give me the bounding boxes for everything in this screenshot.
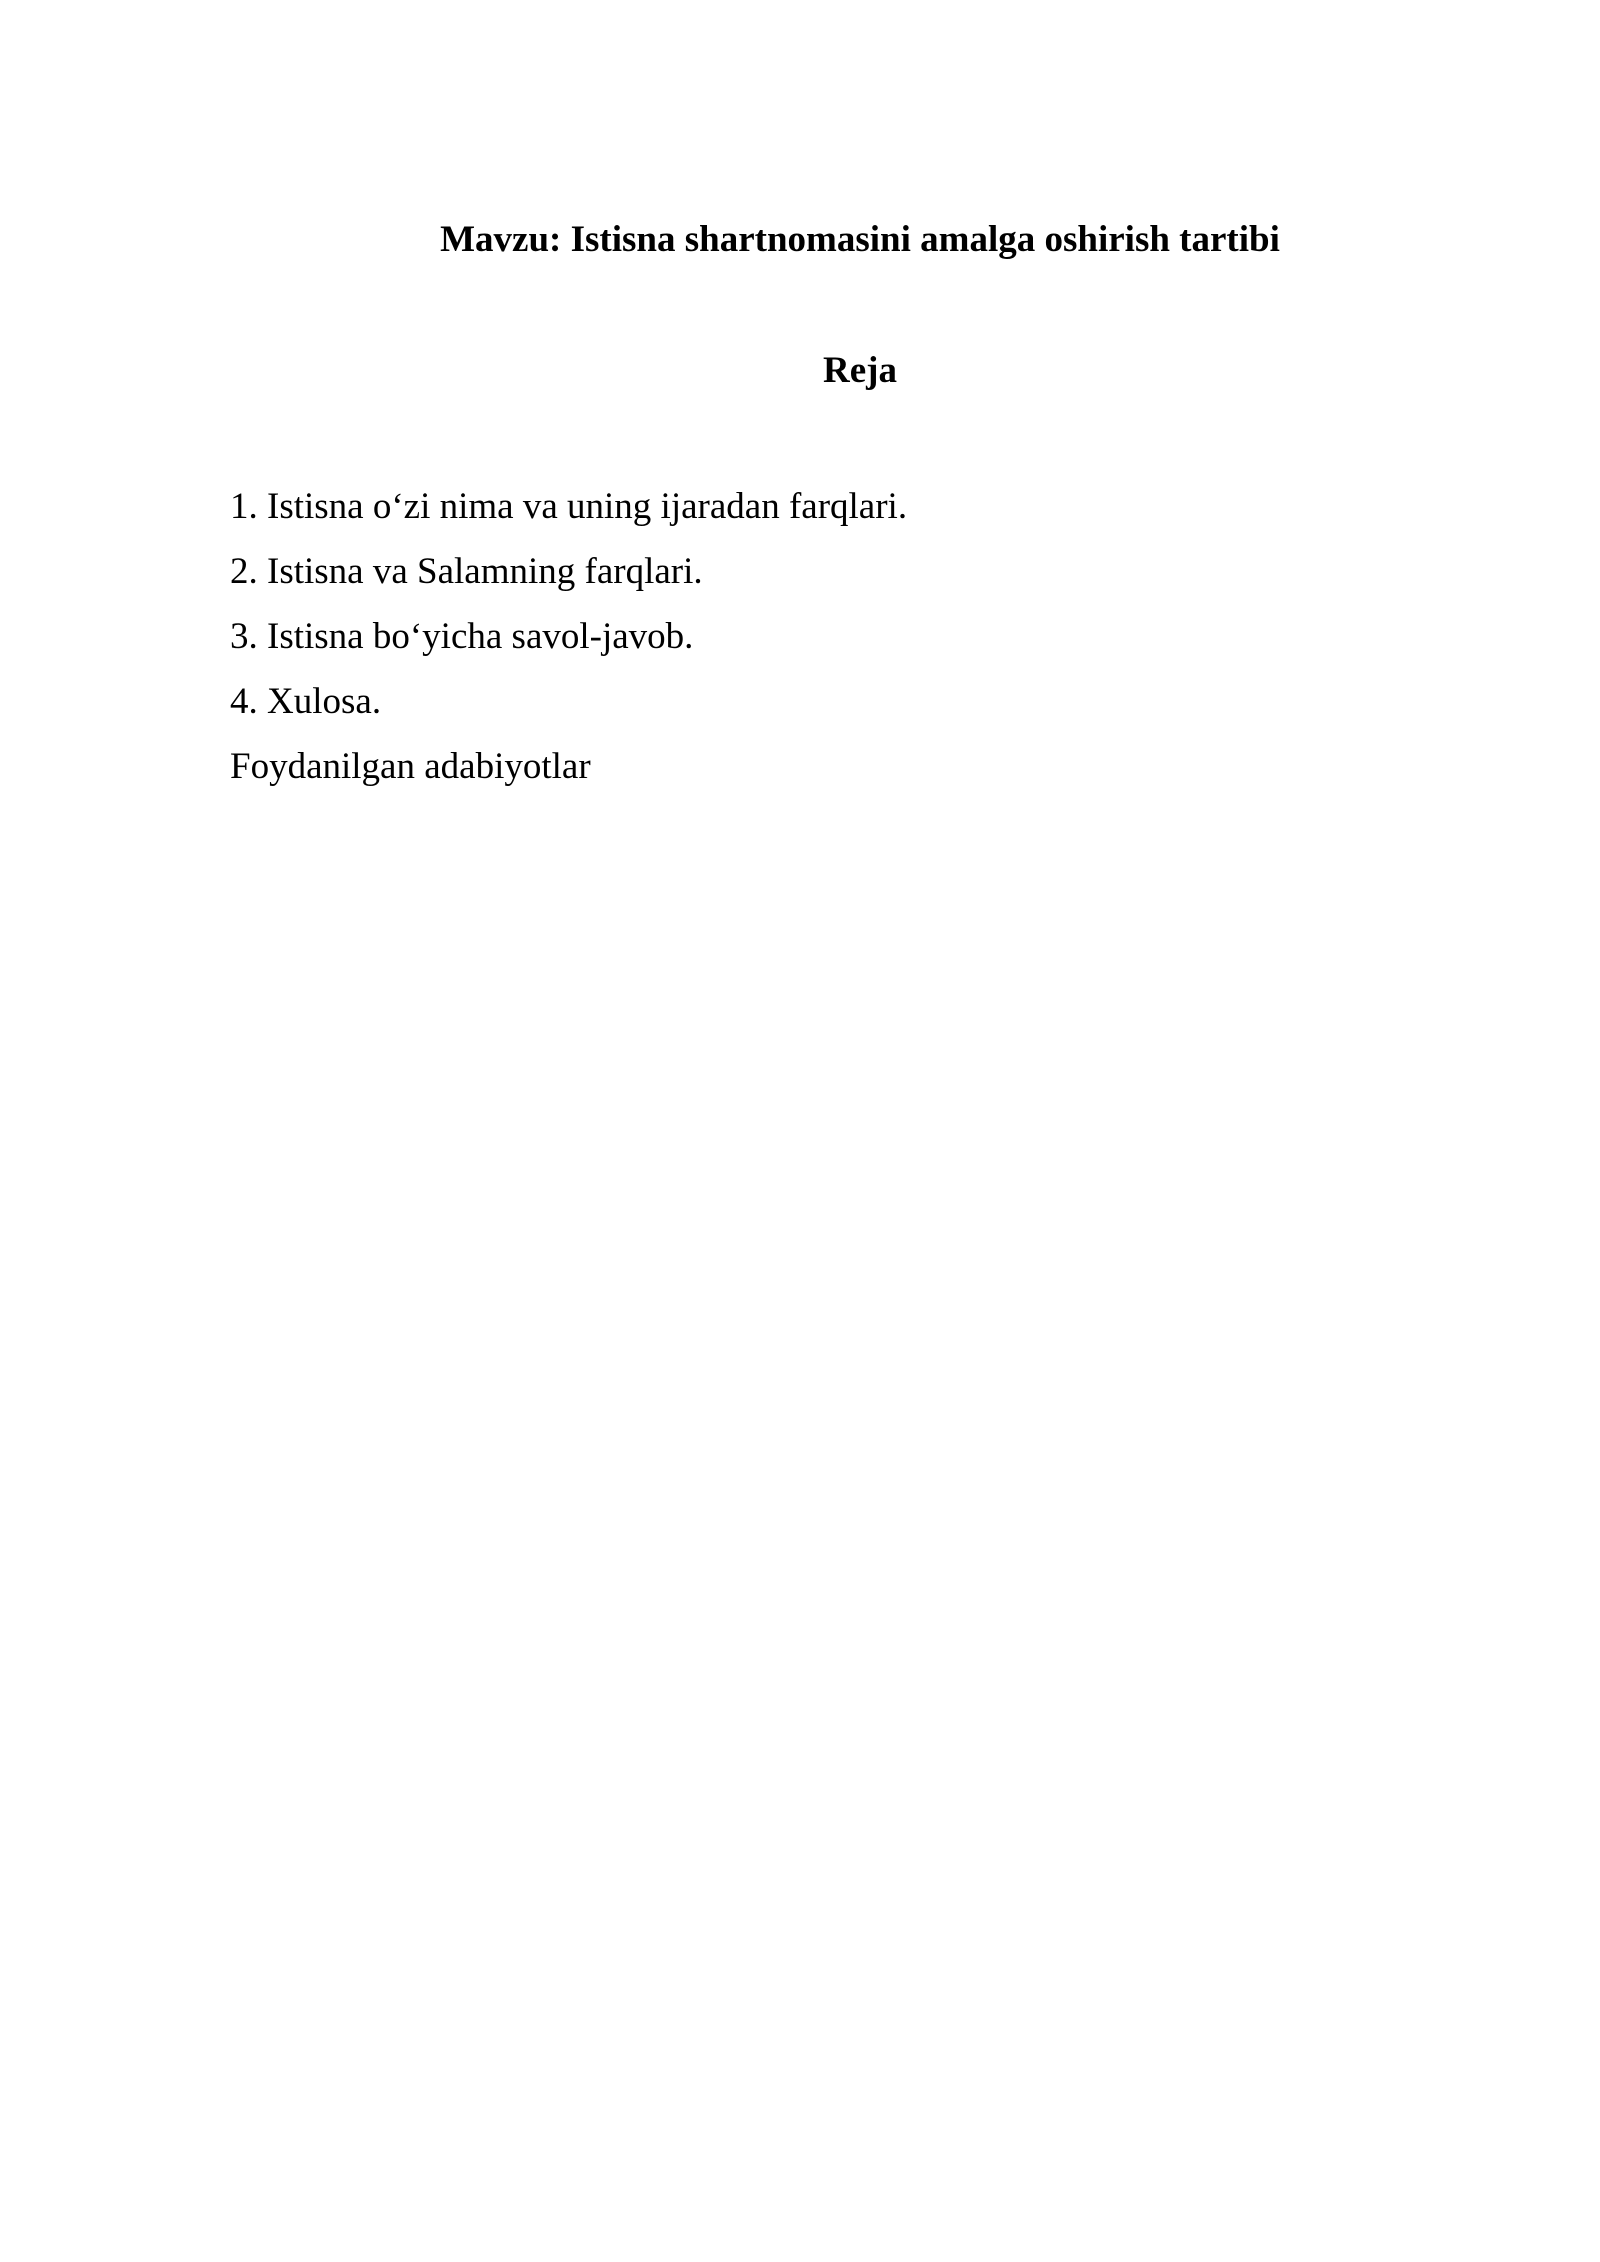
plan-item-references: Foydanilgan adabiyotlar	[230, 746, 591, 787]
plan-item-4: 4. Xulosa.	[230, 681, 382, 722]
plan-list	[230, 474, 1430, 799]
plan-heading: Reja	[823, 350, 897, 391]
plan-item-1: 1. Istisna o‘zi nima va uning ijaradan farqlari.	[230, 486, 908, 527]
document-title: Mavzu: Istisna shartnomasini amalga oshirish tartibi	[440, 219, 1280, 260]
plan-item-3: 3. Istisna bo‘yicha savol-javob.	[230, 616, 694, 657]
plan-item-2: 2. Istisna va Salamning farqlari.	[230, 551, 703, 592]
